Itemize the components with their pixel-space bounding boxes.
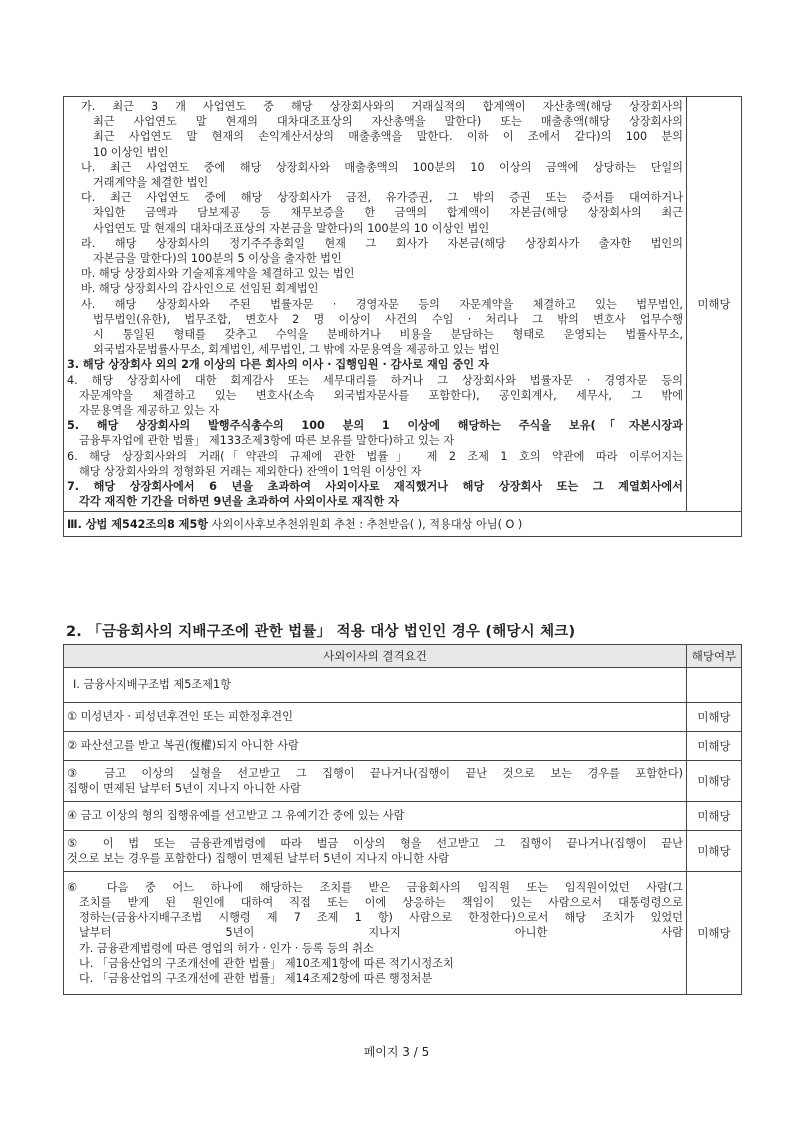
requirement-row <box>64 831 742 872</box>
page-number: 페이지 3 / 5 <box>363 1045 430 1059</box>
status-cell: 미해당 <box>687 802 742 831</box>
criteria-line: 시 통일된 형태를 갖추고 수익을 분배하거나 비용을 분담하는 형태로 운영되는 법률사무소, <box>93 328 683 342</box>
criteria-line: 5. 해당 상장회사의 발행주식총수의 100 분의 1 이상에 해당하는 주식을 보유(「자본시장과 <box>67 419 683 433</box>
criteria-line: 최근 사업연도 말 현재의 손익계산서상의 매출총액을 말한다. 이하 이 조에서 같다)의 100 분의 <box>93 130 683 144</box>
requirement-line: ⑤ 이 법 또는 금융관계법령에 따라 벌금 이상의 형을 선고받고 그 집행이 끝나거나(집행이 끝난 <box>67 836 683 850</box>
criteria-line: 바. 해당 상장회사의 감사인으로 선임된 회계법인 <box>81 282 319 296</box>
requirement-line: ② 파산선고를 받고 복권(復權)되지 아니한 사람 <box>67 739 299 753</box>
requirement-cell <box>64 703 687 732</box>
requirement-row <box>64 732 742 761</box>
status-cell: 미해당 <box>687 732 742 761</box>
criteria-line: 마. 해당 상장회사와 기술제휴계약을 체결하고 있는 법인 <box>81 267 355 281</box>
requirement-line: 다. 「금융산업의 구조개선에 관한 법률」 제14조제2항에 따른 행정처분 <box>79 972 433 985</box>
requirement-line: ① 미성년자 · 피성년후견인 또는 피한정후견인 <box>67 710 293 724</box>
criteria-line: 3. 해당 상장회사 외의 2개 이상의 다른 회사의 이사 · 집행임원 · 감사로 재임 중인 자 <box>67 358 489 372</box>
status-cell: 미해당 <box>687 761 742 802</box>
criteria-line: 법무법인(유한), 법무조합, 변호사 2 명 이상이 사건의 수임 · 처리나 그 밖의 변호사 업무수행 <box>93 312 683 326</box>
requirement-row <box>64 872 742 995</box>
criteria-line: 각각 재직한 기간을 더하면 9년을 초과하여 사외이사로 재직한 자 <box>79 495 399 509</box>
commercial-act-label: Ⅲ. 상법 제542조의8 제5항 <box>67 517 209 531</box>
requirement-line: 가. 금융관계법령에 따른 영업의 허가 · 인가 · 등록 등의 취소 <box>79 941 374 955</box>
criteria-line: 사업연도 말 현재의 대차대조표상의 자본금을 말한다)의 100분의 10 이상인 법인 <box>93 221 490 235</box>
requirement-line: 정하는(금융사지배구조법 시행령 제 7 조제 1 항) 사람으로 한정한다)으로서 해당 조치가 있었던 <box>79 911 683 925</box>
header-applicability: 해당여부 <box>687 645 742 668</box>
section-2-title: 2. 「금융회사의 지배구조에 관한 법률」 적용 대상 법인인 경우 (해당시 체크) <box>66 624 576 640</box>
criteria-line: 해당 상장회사와의 정형화된 거래는 제외한다) 잔액이 1억원 이상인 자 <box>79 464 422 478</box>
requirement-cell <box>64 761 687 802</box>
criteria-line: 최근 사업연도 말 현재의 대차대조표상의 자산총액을 말한다) 또는 매출총액(해당 상장회사의 <box>93 115 683 129</box>
status-cell: 미해당 <box>687 97 742 512</box>
criteria-line: 6. 해당 상장회사와의 거래(「약관의 규제에 관한 법률」 제 2 조제 1 호의 약관에 따라 이루어지는 <box>67 449 683 463</box>
requirement-row <box>64 703 742 732</box>
section-label: Ⅰ. 금융사지배구조법 제5조제1항 <box>73 678 231 692</box>
status-cell: 미해당 <box>687 831 742 872</box>
criteria-line: 차입한 금액과 담보제공 등 채무보증을 한 금액의 합계액이 자본금(해당 상장회사의 최근 <box>93 206 683 220</box>
requirement-line: 조치를 받게 된 원인에 대하여 직접 또는 이에 상응하는 책임이 있는 사람으로서 대통령령으로 <box>79 895 683 909</box>
requirement-cell <box>64 802 687 831</box>
requirement-line: 나. 「금융산업의 구조개선에 관한 법률」 제10조제1항에 따른 적기시정조치 <box>79 956 454 970</box>
status-cell: 미해당 <box>687 872 742 995</box>
requirement-cell <box>64 732 687 761</box>
requirement-cell <box>64 831 687 872</box>
criteria-line: 라. 해당 상장회사의 정기주주총회일 현재 그 회사가 자본금(해당 상장회사가 출자한 법인의 <box>81 236 683 250</box>
requirement-line: ⑥ 다음 중 어느 하나에 해당하는 조치를 받은 금융회사의 임직원 또는 임직원이었던 사람(그 <box>67 880 683 894</box>
criteria-line: 자문계약을 체결하고 있는 변호사(소속 외국법자문사를 포함한다), 공인회계사, 세무사, 그 밖에 <box>79 388 683 402</box>
status-cell: 미해당 <box>687 703 742 732</box>
criteria-line: 자문용역을 제공하고 있는 자 <box>79 404 220 418</box>
commercial-act-text: 사외이사후보추천위원회 추천 : 추천받음( ), 적용대상 아님( O ) <box>208 517 523 531</box>
criteria-line: 금융투자업에 관한 법률」 제133조제3항에 따른 보유를 말한다)하고 있는 자 <box>79 434 455 448</box>
requirement-line: ④ 금고 이상의 형의 집행유예를 선고받고 그 유예기간 중에 있는 사람 <box>67 809 405 823</box>
financial-governance-table <box>63 644 742 995</box>
criteria-line: 나. 최근 사업연도 중에 해당 상장회사와 매출총액의 100분의 10 이상의 금액에 상당하는 단일의 <box>81 160 683 174</box>
criteria-line: 자본금을 말한다)의 100분의 5 이상을 출자한 법인 <box>93 252 342 266</box>
requirement-row <box>64 802 742 831</box>
requirement-line: 것으로 보는 경우를 포함한다) 집행이 면제된 날부터 5년이 지나지 아니한 사람 <box>67 852 450 865</box>
requirement-line: 날부터 5년이 지나지 아니한 사람 <box>79 926 683 940</box>
commercial-act-row <box>64 512 742 537</box>
requirement-cell <box>64 872 687 995</box>
criteria-line: 사. 해당 상장회사와 주된 법률자문 · 경영자문 등의 자문계약을 체결하고 있는 법무법인, <box>81 297 683 311</box>
header-requirements: 사외이사의 결격요건 <box>64 645 687 668</box>
requirement-line: 집행이 면제된 날부터 5년이 지나지 아니한 사람 <box>67 782 301 795</box>
criteria-line: 4. 해당 상장회사에 대한 회계감사 또는 세무대리를 하거나 그 상장회사와 법률자문 · 경영자문 등의 <box>67 373 683 387</box>
requirement-row <box>64 761 742 802</box>
criteria-line: 7. 해당 상장회사에서 6 년을 초과하여 사외이사로 재직했거나 해당 상장회사 또는 그 계열회사에서 <box>67 480 683 494</box>
criteria-line: 가. 최근 3 개 사업연도 중 해당 상장회사와의 거래실적의 합계액이 자산총액(해당 상장회사의 <box>81 100 683 113</box>
disqualification-criteria-cell <box>64 97 687 512</box>
criteria-line: 외국법자문법률사무소, 회계법인, 세무법인, 그 밖에 자문용역을 제공하고 있는 법인 <box>93 343 500 357</box>
criteria-line: 다. 최근 사업연도 중에 해당 상장회사가 금전, 유가증권, 그 밖의 증권 또는 증서를 대여하거나 <box>81 191 683 205</box>
disqualification-table-continued <box>63 96 742 537</box>
criteria-line: 거래계약을 체결한 법인 <box>93 176 209 190</box>
section-label-empty-cell <box>687 668 742 703</box>
requirement-line: ③ 금고 이상의 실형을 선고받고 그 집행이 끝나거나(집행이 끝난 것으로 보는 경우를 포함한다) <box>67 766 683 780</box>
section-label-cell <box>64 668 687 703</box>
criteria-line: 10 이상인 법인 <box>93 145 169 159</box>
